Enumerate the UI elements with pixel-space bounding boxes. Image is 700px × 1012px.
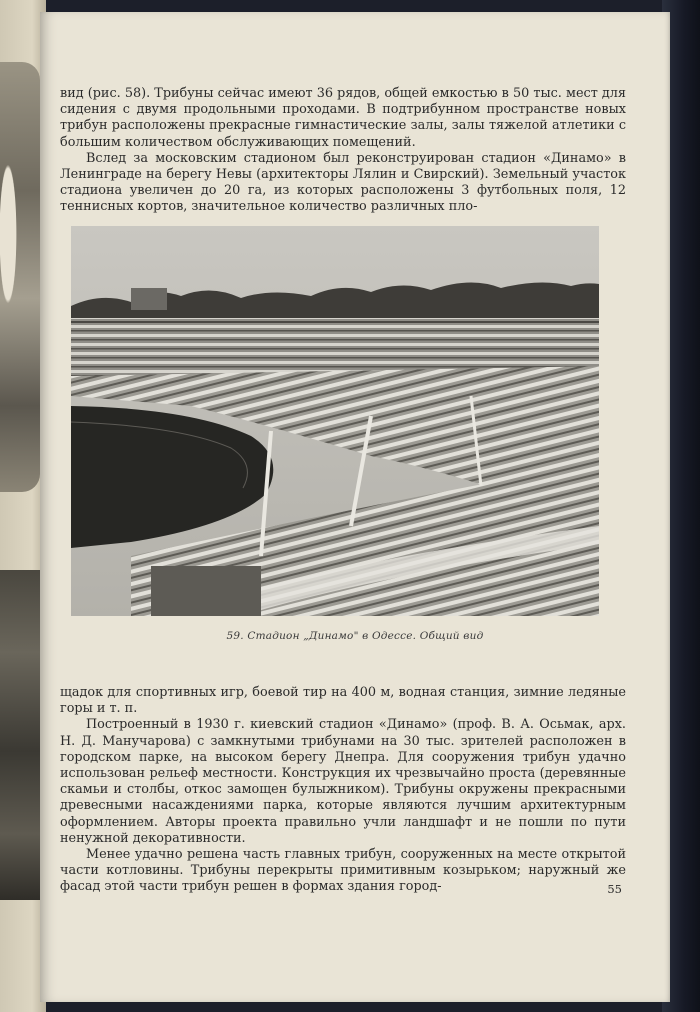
bottom-text-block [60,685,626,896]
book-page [40,12,670,1002]
paragraph: вид (рис. 58). Трибуны сейчас имеют 36 рядов, общей емкостью в 50 тыс. мест для сидения с двумя продольными проходами. В подтрибунном пространстве новых трибун расположены прекрасные гимнастические залы, залы тяжелой атлетики с большим количеством обслуживающих помещений. [60,86,626,150]
previous-page-photo-fragment [0,570,40,900]
stadium-photo [71,226,599,616]
figure-caption: 59. Стадион „Динамо" в Одессе. Общий вид [226,630,484,642]
paragraph: Вслед за московским стадионом был реконструирован стадион «Динамо» в Ленинграде на берегу Невы (архитекторы Лялин и Свирский). Земельный участок стадиона увеличен до 20 га, из которых расположены 3 футбольных поля, 12 теннисных кортов, значительное количество различных пло- [60,150,626,215]
paragraph: Построенный в 1930 г. киевский стадион «Динамо» (проф. В. А. Осьмак, арх. Н. Д. Манучарова) с замкнутыми трибунами на 30 тыс. зрителей расположен в городском парке, на высоком берегу Днепра. Для сооружения трибун удачно использован рельеф местности. Конструкция их чрезвычайно проста (деревянные скамьи и столбы, откос замощен булыжником). Трибуны окружены прекрасными древесными насаждениями парка, которые являются лучшим архитектурным оформлением. Авторы проекта правильно учли ландшафт и не пошли по пути ненужной декоративности. [60,717,626,846]
previous-page-photo-fragment [0,62,40,492]
top-text-block [60,86,626,216]
page-number: 55 [607,882,622,896]
paragraph: Менее удачно решена часть главных трибун, сооруженных на месте открытой части котловины. Трибуны перекрыты примитивным козырьком; наружный же фасад этой части трибун решен в формах здания город- [60,847,626,895]
paragraph: щадок для спортивных игр, боевой тир на 400 м, водная станция, зимние ледяные горы и т. п. [60,685,626,717]
